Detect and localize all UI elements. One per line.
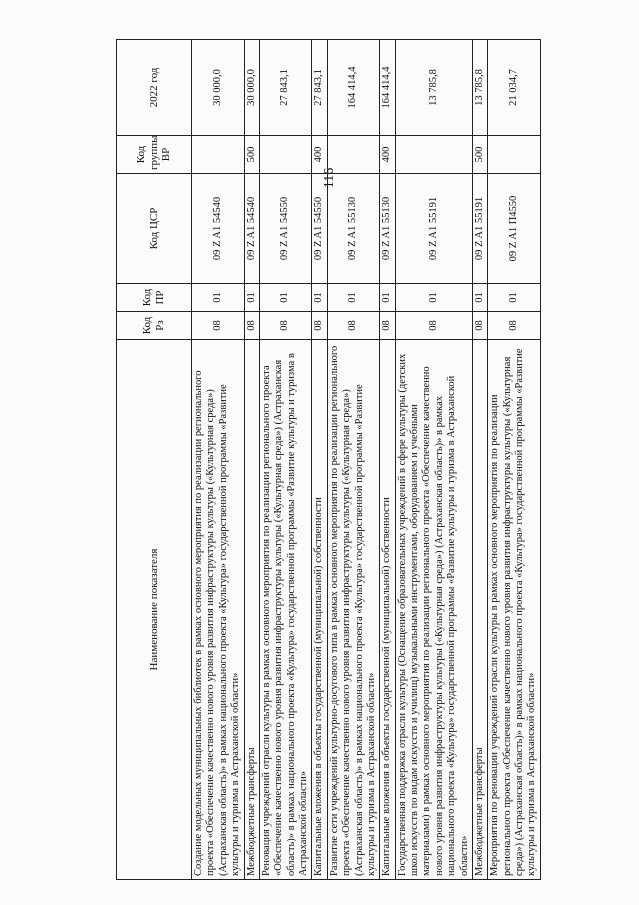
cell-pr: 01 bbox=[192, 284, 245, 312]
table-row bbox=[380, 40, 395, 880]
cell-csr: 09 Z A1 54550 bbox=[259, 174, 312, 284]
cell-rz: 08 bbox=[192, 312, 245, 340]
cell-name: Межбюджетные трансферты bbox=[472, 340, 487, 880]
cell-pr: 01 bbox=[380, 284, 395, 312]
table-row bbox=[472, 40, 487, 880]
cell-name: Развитие сети учреждений культурно-досугового типа в рамках основного мероприятия по реализации регионального проекта «Обеспечение качественно нового уровня развития инфраструктуры культуры («Культурная среда») (Астраханская область)» в рамках национального проекта «Культура» государственной программы «Развитие культуры и туризма в Астраханской области» bbox=[327, 340, 380, 880]
cell-value: 164 414,4 bbox=[380, 40, 395, 136]
cell-value: 164 414,4 bbox=[327, 40, 380, 136]
table-row bbox=[312, 40, 327, 880]
cell-csr: 09 Z A1 55191 bbox=[472, 174, 487, 284]
table-header-row bbox=[117, 40, 192, 880]
table-row bbox=[244, 40, 259, 880]
cell-name: Межбюджетные трансферты bbox=[244, 340, 259, 880]
cell-pr: 01 bbox=[259, 284, 312, 312]
cell-vr: 400 bbox=[312, 136, 327, 174]
cell-vr bbox=[488, 136, 541, 174]
cell-value: 13 785,8 bbox=[472, 40, 487, 136]
page-number: 116 bbox=[322, 167, 338, 189]
cell-csr: 09 Z A1 54540 bbox=[244, 174, 259, 284]
cell-rz: 08 bbox=[380, 312, 395, 340]
cell-csr: 09 Z A1 54540 bbox=[192, 174, 245, 284]
cell-vr bbox=[395, 136, 472, 174]
table-row bbox=[327, 40, 380, 880]
cell-pr: 01 bbox=[327, 284, 380, 312]
cell-value: 13 785,8 bbox=[395, 40, 472, 136]
cell-value: 27 843,1 bbox=[312, 40, 327, 136]
cell-value: 27 843,1 bbox=[259, 40, 312, 136]
cell-rz: 08 bbox=[395, 312, 472, 340]
budget-table bbox=[116, 39, 541, 880]
cell-vr bbox=[259, 136, 312, 174]
cell-vr bbox=[192, 136, 245, 174]
cell-rz: 08 bbox=[488, 312, 541, 340]
cell-vr: 500 bbox=[244, 136, 259, 174]
cell-value: 30 000,0 bbox=[244, 40, 259, 136]
cell-csr: 09 Z A1 П4550 bbox=[488, 174, 541, 284]
cell-vr bbox=[327, 136, 380, 174]
cell-name: Капитальные вложения в объекты государственной (муниципальной) собственности bbox=[312, 340, 327, 880]
table-row bbox=[488, 40, 541, 880]
cell-vr: 400 bbox=[380, 136, 395, 174]
header-rz: Код Рз bbox=[117, 312, 192, 340]
header-csr: Код ЦСР bbox=[117, 174, 192, 284]
cell-pr: 01 bbox=[472, 284, 487, 312]
cell-csr: 09 Z A1 55191 bbox=[395, 174, 472, 284]
cell-name: Реновация учреждений отрасли культуры в рамках основного мероприятия по реализации регионального проекта «Обеспечение качественно нового уровня развития инфраструктуры культуры («Культурная среда») (Астраханская область)» в рамках национального проекта «Культура» государственной программы «Развитие культуры и туризма в Астраханской области» bbox=[259, 340, 312, 880]
cell-name: Создание модельных муниципальных библиотек в рамках основного мероприятия по реализации регионального проекта «Обеспечение качественно нового уровня развития инфраструктуры культуры («Культурная среда») (Астраханская область)» в рамках национального проекта «Культура» государственной программы «Развитие культуры и туризма в Астраханской области» bbox=[192, 340, 245, 880]
cell-rz: 08 bbox=[472, 312, 487, 340]
cell-rz: 08 bbox=[259, 312, 312, 340]
table-row bbox=[395, 40, 472, 880]
table-row bbox=[192, 40, 245, 880]
cell-rz: 08 bbox=[327, 312, 380, 340]
cell-name: Капитальные вложения в объекты государственной (муниципальной) собственности bbox=[380, 340, 395, 880]
table-row bbox=[259, 40, 312, 880]
cell-pr: 01 bbox=[488, 284, 541, 312]
header-year: 2022 год bbox=[117, 40, 192, 136]
cell-name: Мероприятия по реновации учреждений отрасли культуры в рамках основного мероприятия по реализации регионального проекта «Обеспечение качественно нового уровня развития инфраструктуры культуры («Культурная среда») (Астраханская область)» в рамках национального проекта «Культура» государственной программы «Развитие культуры и туризма в Астраханской области» bbox=[488, 340, 541, 880]
cell-pr: 01 bbox=[312, 284, 327, 312]
cell-csr: 09 Z A1 55130 bbox=[327, 174, 380, 284]
cell-csr: 09 Z A1 55130 bbox=[380, 174, 395, 284]
cell-value: 30 000,0 bbox=[192, 40, 245, 136]
cell-rz: 08 bbox=[244, 312, 259, 340]
cell-name: Государственная поддержка отрасли культуры (Оснащение образовательных учреждений в сфере культуры (детских школ искусств по видам искусств и училищ) музыкальными инструментами, оборудованием и учебными материалами) в рамках основного мероприятия по реализации регионального проекта «Обеспечение качественно нового уровня развития инфраструктуры культуры («Культурная среда») (Астраханская область)» в рамках национального проекта «Культура» государственной программы «Развитие культуры и туризма в Астраханской области» bbox=[395, 340, 472, 880]
cell-rz: 08 bbox=[312, 312, 327, 340]
cell-vr: 500 bbox=[472, 136, 487, 174]
cell-pr: 01 bbox=[395, 284, 472, 312]
header-vr: Код группы ВР bbox=[117, 136, 192, 174]
cell-pr: 01 bbox=[244, 284, 259, 312]
header-name: Наименование показателя bbox=[117, 340, 192, 880]
rotated-table-wrapper bbox=[116, 40, 626, 880]
cell-csr: 09 Z A1 54550 bbox=[312, 174, 327, 284]
header-pr: Код ПР bbox=[117, 284, 192, 312]
cell-value: 21 034,7 bbox=[488, 40, 541, 136]
